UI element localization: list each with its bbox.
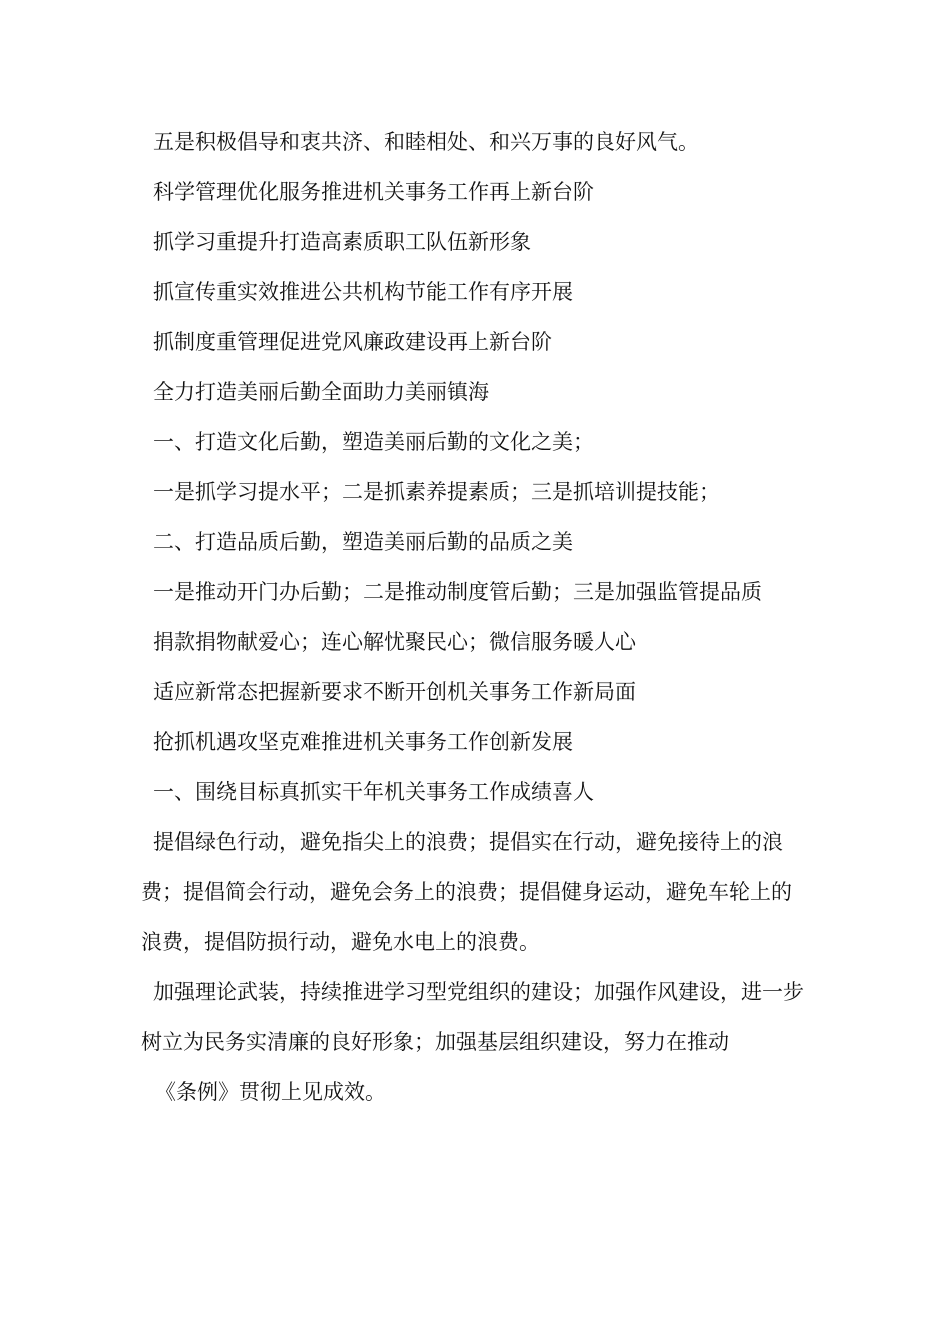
paragraph-2: 科学管理优化服务推进机关事务工作再上新台阶	[153, 180, 594, 204]
paragraph-15: 提倡绿色行动，避免指尖上的浪费；提倡实在行动，避免接待上的浪费；提倡简会行动，避免会务上的浪费；提倡健身运动，避免车轮上的浪费，提倡防损行动，避免水电上的浪费。	[141, 830, 792, 954]
paragraph-7: 一、打造文化后勤，塑造美丽后勤的文化之美；	[153, 430, 594, 454]
paragraph-16: 加强理论武装，持续推进学习型党组织的建设；加强作风建设，进一步树立为民务实清廉的良好形象；加强基层组织建设，努力在推动	[141, 980, 804, 1054]
document-body	[141, 117, 811, 1117]
paragraph-6: 全力打造美丽后勤全面助力美丽镇海	[153, 380, 489, 404]
paragraph-13: 抢抓机遇攻坚克难推进机关事务工作创新发展	[153, 730, 573, 754]
paragraph-3: 抓学习重提升打造高素质职工队伍新形象	[153, 230, 531, 254]
paragraph-11: 捐款捐物献爱心；连心解忧聚民心；微信服务暖人心	[153, 630, 636, 654]
paragraph-10: 一是推动开门办后勤；二是推动制度管后勤；三是加强监管提品质	[153, 580, 762, 604]
paragraph-1: 五是积极倡导和衷共济、和睦相处、和兴万事的良好风气。	[153, 130, 699, 154]
paragraph-4: 抓宣传重实效推进公共机构节能工作有序开展	[153, 280, 573, 304]
paragraph-14: 一、围绕目标真抓实干年机关事务工作成绩喜人	[153, 780, 594, 804]
paragraph-17: 《条例》贯彻上见成效。	[155, 1080, 386, 1104]
paragraph-9: 二、打造品质后勤，塑造美丽后勤的品质之美	[153, 530, 573, 554]
paragraph-5: 抓制度重管理促进党风廉政建设再上新台阶	[153, 330, 552, 354]
paragraph-8: 一是抓学习提水平；二是抓素养提素质；三是抓培训提技能；	[153, 480, 720, 504]
paragraph-12: 适应新常态把握新要求不断开创机关事务工作新局面	[153, 680, 636, 704]
